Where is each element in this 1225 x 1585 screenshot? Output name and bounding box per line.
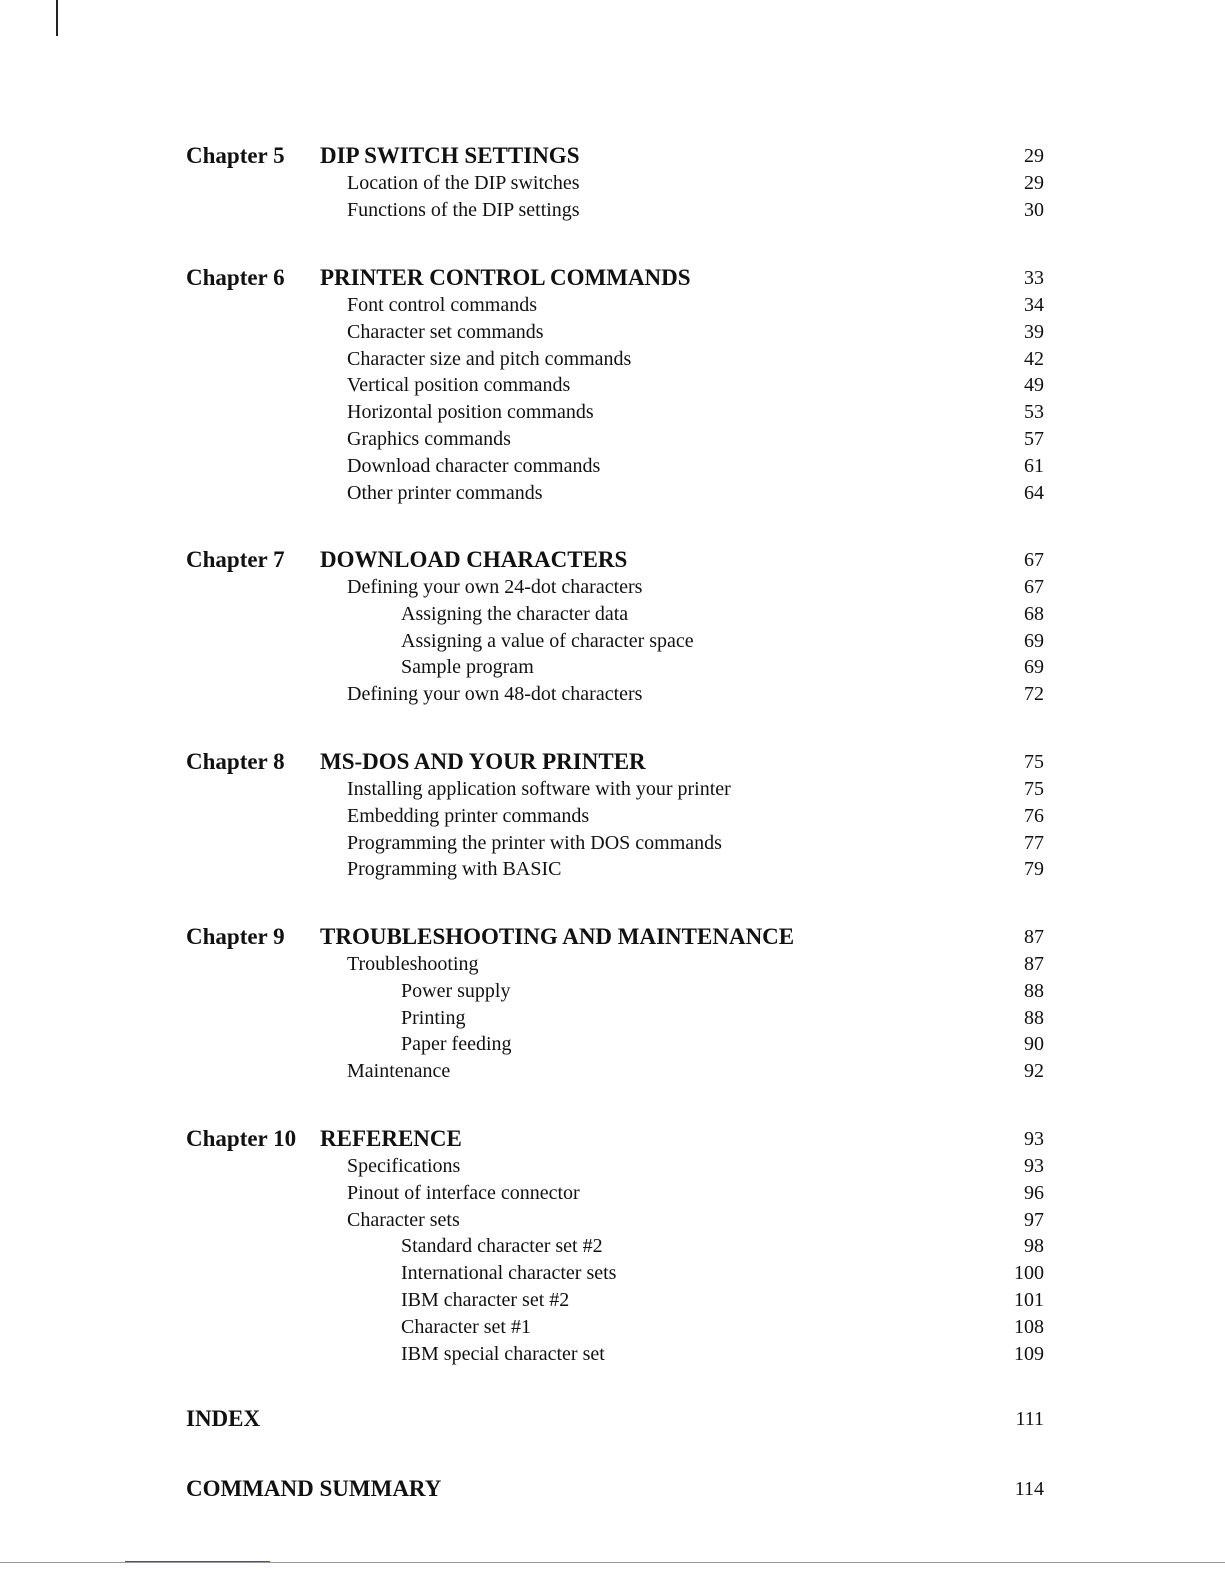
page-number: 68 [1024,603,1044,625]
page-number: 42 [1024,348,1044,370]
section-row[interactable] [0,1180,1225,1206]
section-title: Maintenance [347,1060,451,1082]
subsection-row[interactable] [0,1031,1225,1057]
page-number: 93 [1024,1155,1044,1177]
section-row[interactable] [0,1058,1225,1084]
page-number: 33 [1024,267,1044,289]
subsection-row[interactable] [0,1233,1225,1259]
page-number: 64 [1024,482,1044,504]
subsection-row[interactable] [0,628,1225,654]
section-title: Horizontal position commands [347,401,594,423]
subsection-row[interactable] [0,601,1225,627]
margin-mark [56,0,58,36]
section-title: Installing application software with your printer [347,778,731,800]
section-row[interactable] [0,346,1225,372]
page-number: 100 [1014,1262,1044,1284]
bottom-link-underline [125,1561,270,1562]
page-number: 88 [1024,980,1044,1002]
section-row[interactable] [0,399,1225,425]
subsection-row[interactable] [0,978,1225,1004]
section-title: Pinout of interface connector [347,1182,580,1204]
page-number: 30 [1024,199,1044,221]
page-number: 29 [1024,145,1044,167]
chapter-title: DIP SWITCH SETTINGS [320,143,580,168]
section-title: Programming the printer with DOS commands [347,832,722,854]
chapter-label: Chapter 9 [186,924,285,949]
section-row[interactable] [0,830,1225,856]
back-matter-row[interactable] [0,1476,1225,1502]
section-row[interactable] [0,292,1225,318]
page-number: 34 [1024,294,1044,316]
subsection-title: Printing [401,1007,466,1029]
page-number: 109 [1014,1343,1044,1365]
chapter-label: Chapter 6 [186,265,285,290]
back-matter-row[interactable] [0,1406,1225,1432]
page-number: 92 [1024,1060,1044,1082]
page-number: 88 [1024,1007,1044,1029]
chapter-heading-row[interactable] [0,265,1225,291]
page-number: 75 [1024,751,1044,773]
chapter-label: Chapter 5 [186,143,285,168]
page-number: 93 [1024,1128,1044,1150]
chapter-title: TROUBLESHOOTING AND MAINTENANCE [320,924,795,949]
section-title: Character size and pitch commands [347,348,632,370]
section-row[interactable] [0,453,1225,479]
section-row[interactable] [0,1207,1225,1233]
section-row[interactable] [0,776,1225,802]
subsection-title: Sample program [401,656,534,678]
section-row[interactable] [0,319,1225,345]
section-row[interactable] [0,372,1225,398]
section-row[interactable] [0,197,1225,223]
section-title: Defining your own 24-dot characters [347,576,643,598]
section-title: Embedding printer commands [347,805,590,827]
page-number: 72 [1024,683,1044,705]
section-row[interactable] [0,803,1225,829]
page-number: 87 [1024,953,1044,975]
page-number: 69 [1024,656,1044,678]
section-row[interactable] [0,170,1225,196]
subsection-row[interactable] [0,654,1225,680]
page-number: 29 [1024,172,1044,194]
subsection-title: Character set #1 [401,1316,531,1338]
chapter-label: Chapter 10 [186,1126,297,1151]
section-title: Troubleshooting [347,953,479,975]
chapter-heading-row[interactable] [0,143,1225,169]
page-number: 114 [1014,1478,1044,1500]
page-number: 111 [1015,1408,1044,1430]
page-number: 96 [1024,1182,1044,1204]
section-title: Character sets [347,1209,460,1231]
page-number: 75 [1024,778,1044,800]
page-number: 97 [1024,1209,1044,1231]
chapter-heading-row[interactable] [0,1126,1225,1152]
page-number: 77 [1024,832,1044,854]
page-number: 108 [1014,1316,1044,1338]
page-number: 79 [1024,858,1044,880]
subsection-title: IBM character set #2 [401,1289,570,1311]
page-number: 69 [1024,630,1044,652]
chapter-label: Chapter 7 [186,547,285,572]
chapter-title: DOWNLOAD CHARACTERS [320,547,628,572]
chapter-heading-row[interactable] [0,547,1225,573]
section-row[interactable] [0,1153,1225,1179]
subsection-row[interactable] [0,1287,1225,1313]
subsection-row[interactable] [0,1341,1225,1367]
section-title: Character set commands [347,321,544,343]
back-matter-title: INDEX [186,1406,261,1431]
subsection-row[interactable] [0,1005,1225,1031]
section-row[interactable] [0,856,1225,882]
section-title: Graphics commands [347,428,511,450]
subsection-title: IBM special character set [401,1343,605,1365]
page-number: 67 [1024,576,1044,598]
section-row[interactable] [0,426,1225,452]
section-row[interactable] [0,951,1225,977]
subsection-title: Assigning the character data [401,603,629,625]
chapter-title: REFERENCE [320,1126,462,1151]
page-number: 90 [1024,1033,1044,1055]
section-row[interactable] [0,574,1225,600]
section-title: Other printer commands [347,482,543,504]
subsection-title: International character sets [401,1262,617,1284]
subsection-title: Paper feeding [401,1033,512,1055]
chapter-title: PRINTER CONTROL COMMANDS [320,265,691,290]
page-number: 67 [1024,549,1044,571]
subsection-row[interactable] [0,1314,1225,1340]
chapter-heading-row[interactable] [0,749,1225,775]
page-number: 53 [1024,401,1044,423]
back-matter-title: COMMAND SUMMARY [186,1476,442,1501]
section-row[interactable] [0,681,1225,707]
section-title: Functions of the DIP settings [347,199,580,221]
chapter-title: MS-DOS AND YOUR PRINTER [320,749,646,774]
page-number: 76 [1024,805,1044,827]
page-number: 49 [1024,374,1044,396]
section-row[interactable] [0,480,1225,506]
bottom-rule [0,1562,1225,1563]
section-title: Programming with BASIC [347,858,562,880]
subsection-title: Assigning a value of character space [401,630,694,652]
section-title: Location of the DIP switches [347,172,580,194]
section-title: Font control commands [347,294,537,316]
subsection-title: Standard character set #2 [401,1235,603,1257]
chapter-heading-row[interactable] [0,924,1225,950]
page-number: 39 [1024,321,1044,343]
page-number: 101 [1014,1289,1044,1311]
page-number: 87 [1024,926,1044,948]
section-title: Defining your own 48-dot characters [347,683,643,705]
section-title: Specifications [347,1155,461,1177]
section-title: Vertical position commands [347,374,571,396]
chapter-label: Chapter 8 [186,749,285,774]
section-title: Download character commands [347,455,601,477]
subsection-title: Power supply [401,980,511,1002]
page-number: 57 [1024,428,1044,450]
page-number: 98 [1024,1235,1044,1257]
page-number: 61 [1024,455,1044,477]
subsection-row[interactable] [0,1260,1225,1286]
